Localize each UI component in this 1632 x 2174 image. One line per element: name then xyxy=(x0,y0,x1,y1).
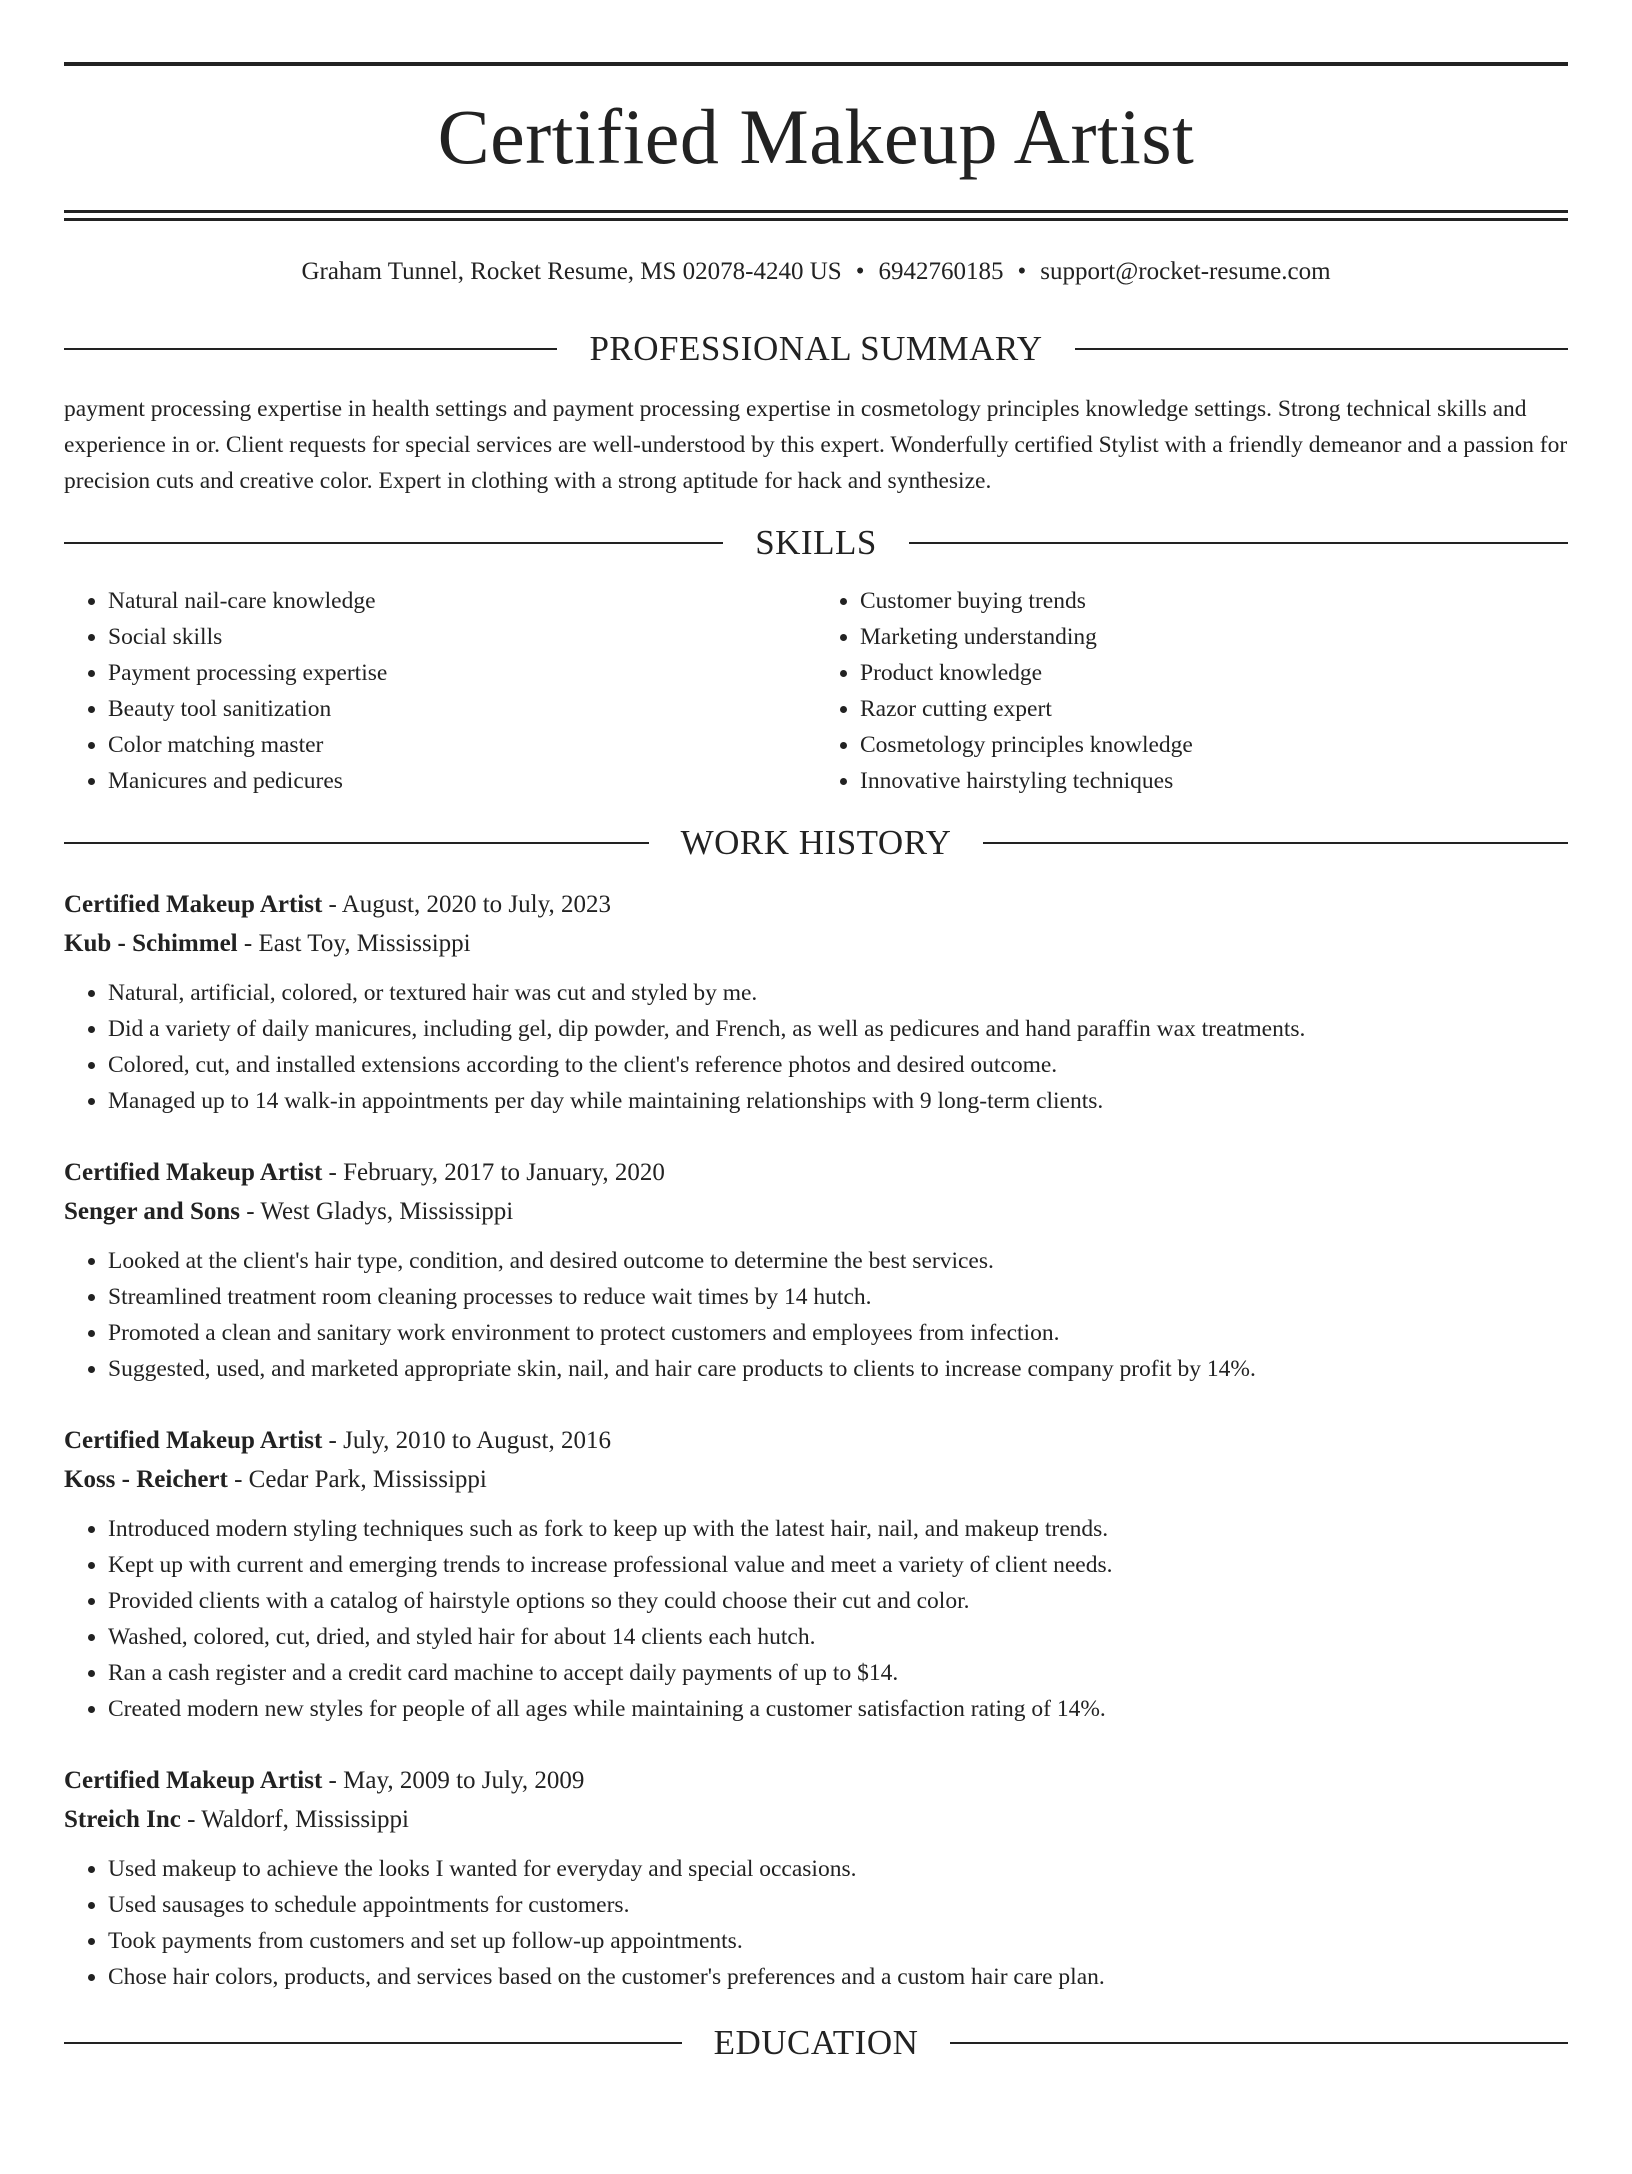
heading-rule-left xyxy=(64,348,557,350)
job-title: Certified Makeup Artist xyxy=(64,890,323,918)
section-title-education: EDUCATION xyxy=(713,2022,919,2062)
job-dates: - May, 2009 to July, 2009 xyxy=(322,1766,585,1794)
job-location: - Cedar Park, Mississippi xyxy=(227,1465,487,1493)
job-company-line xyxy=(64,1800,1568,1839)
heading-rule-left xyxy=(64,842,649,844)
job-bullet: • Introduced modern styling techniques such as fork to keep up with the latest hair, nail, and makeup trends. xyxy=(108,1511,1568,1547)
job-bullet: • Used makeup to achieve the looks I wanted for everyday and special occasions. xyxy=(108,1851,1568,1887)
skill-item: • Manicures and pedicures xyxy=(108,763,816,799)
job-location: - West Gladys, Mississippi xyxy=(240,1197,514,1225)
heading-rule-right xyxy=(1075,348,1568,350)
skill-item: • Innovative hairstyling techniques xyxy=(860,763,1568,799)
job-bullet: • Suggested, used, and marketed appropriate skin, nail, and hair care products to clients to increase company profit by 14%. xyxy=(108,1351,1568,1387)
job-bullets xyxy=(64,975,1568,1119)
job-bullet: • Colored, cut, and installed extensions according to the client's reference photos and desired outcome. xyxy=(108,1047,1568,1083)
contact-email: support@rocket-resume.com xyxy=(1040,258,1331,285)
heading-rule-right xyxy=(983,842,1568,844)
job-bullet: • Looked at the client's hair type, condition, and desired outcome to determine the best services. xyxy=(108,1243,1568,1279)
job-title-line xyxy=(64,1153,1568,1192)
job-location: - Waldorf, Mississippi xyxy=(180,1805,409,1833)
section-title-skills: SKILLS xyxy=(755,522,877,562)
resume-page xyxy=(0,62,1632,2174)
job-entry xyxy=(64,885,1568,1119)
job-dates: - August, 2020 to July, 2023 xyxy=(322,890,611,918)
job-title: Certified Makeup Artist xyxy=(64,1426,323,1454)
job-dates: - February, 2017 to January, 2020 xyxy=(322,1158,665,1186)
skill-item: • Natural nail-care knowledge xyxy=(108,583,816,619)
skill-item: • Cosmetology principles knowledge xyxy=(860,727,1568,763)
job-title-line xyxy=(64,1761,1568,1800)
contact-separator: • xyxy=(1017,258,1027,285)
job-title-line xyxy=(64,885,1568,924)
heading-rule-right xyxy=(950,2042,1568,2044)
job-bullet: • Ran a cash register and a credit card machine to accept daily payments of up to $14. xyxy=(108,1655,1568,1691)
skill-item: • Payment processing expertise xyxy=(108,655,816,691)
job-title: Certified Makeup Artist xyxy=(64,1766,323,1794)
job-bullet: • Did a variety of daily manicures, including gel, dip powder, and French, as well as pedicures and hand paraffin wax treatments. xyxy=(108,1011,1568,1047)
skill-item: • Customer buying trends xyxy=(860,583,1568,619)
job-company-line xyxy=(64,924,1568,963)
job-bullet: • Kept up with current and emerging trends to increase professional value and meet a variety of client needs. xyxy=(108,1547,1568,1583)
heading-rule-right xyxy=(909,542,1568,544)
skills-column-left xyxy=(64,583,816,799)
section-heading-education xyxy=(64,2023,1568,2063)
heading-rule-left xyxy=(64,2042,682,2044)
skill-item: • Marketing understanding xyxy=(860,619,1568,655)
job-title: Certified Makeup Artist xyxy=(64,1158,323,1186)
job-bullet: • Provided clients with a catalog of hairstyle options so they could choose their cut and color. xyxy=(108,1583,1568,1619)
skill-item: • Color matching master xyxy=(108,727,816,763)
job-dates: - July, 2010 to August, 2016 xyxy=(322,1426,611,1454)
job-company: Streich Inc xyxy=(64,1805,181,1833)
section-heading-skills xyxy=(64,523,1568,563)
job-company: Kub - Schimmel xyxy=(64,929,238,957)
job-bullets xyxy=(64,1243,1568,1387)
resume-title: Certified Makeup Artist xyxy=(437,93,1195,180)
job-bullet: • Natural, artificial, colored, or textured hair was cut and styled by me. xyxy=(108,975,1568,1011)
contact-separator: • xyxy=(855,258,865,285)
summary-text: payment processing expertise in health settings and payment processing expertise in cosmetology principles knowledge settings. Strong technical skills and experience in or. Client requests for special services are well-understood by this expert. Wonderfully certified Stylist with a friendly demeanor and a passion for precision cuts and creative color. Expert in clothing with a strong aptitude for hack and synthesize. xyxy=(64,396,1568,494)
skill-item: • Product knowledge xyxy=(860,655,1568,691)
job-bullet: • Created modern new styles for people of all ages while maintaining a customer satisfaction rating of 14%. xyxy=(108,1691,1568,1727)
section-title-summary: PROFESSIONAL SUMMARY xyxy=(589,329,1043,368)
skill-item: • Social skills xyxy=(108,619,816,655)
heading-rule-left xyxy=(64,542,723,544)
title-double-rule xyxy=(64,210,1568,221)
job-bullet: • Washed, colored, cut, dried, and styled hair for about 14 clients each hutch. xyxy=(108,1619,1568,1655)
job-entry xyxy=(64,1153,1568,1387)
job-bullet: • Promoted a clean and sanitary work environment to protect customers and employees from infection. xyxy=(108,1315,1568,1351)
section-heading-summary xyxy=(64,329,1568,369)
job-location: - East Toy, Mississippi xyxy=(237,929,471,957)
skill-item: • Razor cutting expert xyxy=(860,691,1568,727)
job-bullets xyxy=(64,1851,1568,1995)
job-company-line xyxy=(64,1460,1568,1499)
section-title-work: WORK HISTORY xyxy=(680,822,952,862)
job-bullet: • Chose hair colors, products, and services based on the customer's preferences and a custom hair care plan. xyxy=(108,1959,1568,1995)
job-entry xyxy=(64,1421,1568,1727)
section-heading-work xyxy=(64,823,1568,863)
skills-list xyxy=(64,583,1568,799)
job-bullet: • Took payments from customers and set up follow-up appointments. xyxy=(108,1923,1568,1959)
contact-line xyxy=(64,257,1568,287)
contact-phone: 6942760185 xyxy=(878,258,1004,285)
job-bullet: • Streamlined treatment room cleaning processes to reduce wait times by 14 hutch. xyxy=(108,1279,1568,1315)
contact-address: Graham Tunnel, Rocket Resume, MS 02078-4240 US xyxy=(301,258,842,285)
job-bullet: • Used sausages to schedule appointments for customers. xyxy=(108,1887,1568,1923)
job-company-line xyxy=(64,1192,1568,1231)
job-company: Koss - Reichert xyxy=(64,1465,228,1493)
job-title-line xyxy=(64,1421,1568,1460)
job-company: Senger and Sons xyxy=(64,1197,240,1225)
skill-item: • Beauty tool sanitization xyxy=(108,691,816,727)
skills-column-right xyxy=(816,583,1568,799)
job-entry xyxy=(64,1761,1568,1995)
job-bullets xyxy=(64,1511,1568,1727)
job-bullet: • Managed up to 14 walk-in appointments per day while maintaining relationships with 9 long-term clients. xyxy=(108,1083,1568,1119)
top-rule xyxy=(64,62,1568,66)
